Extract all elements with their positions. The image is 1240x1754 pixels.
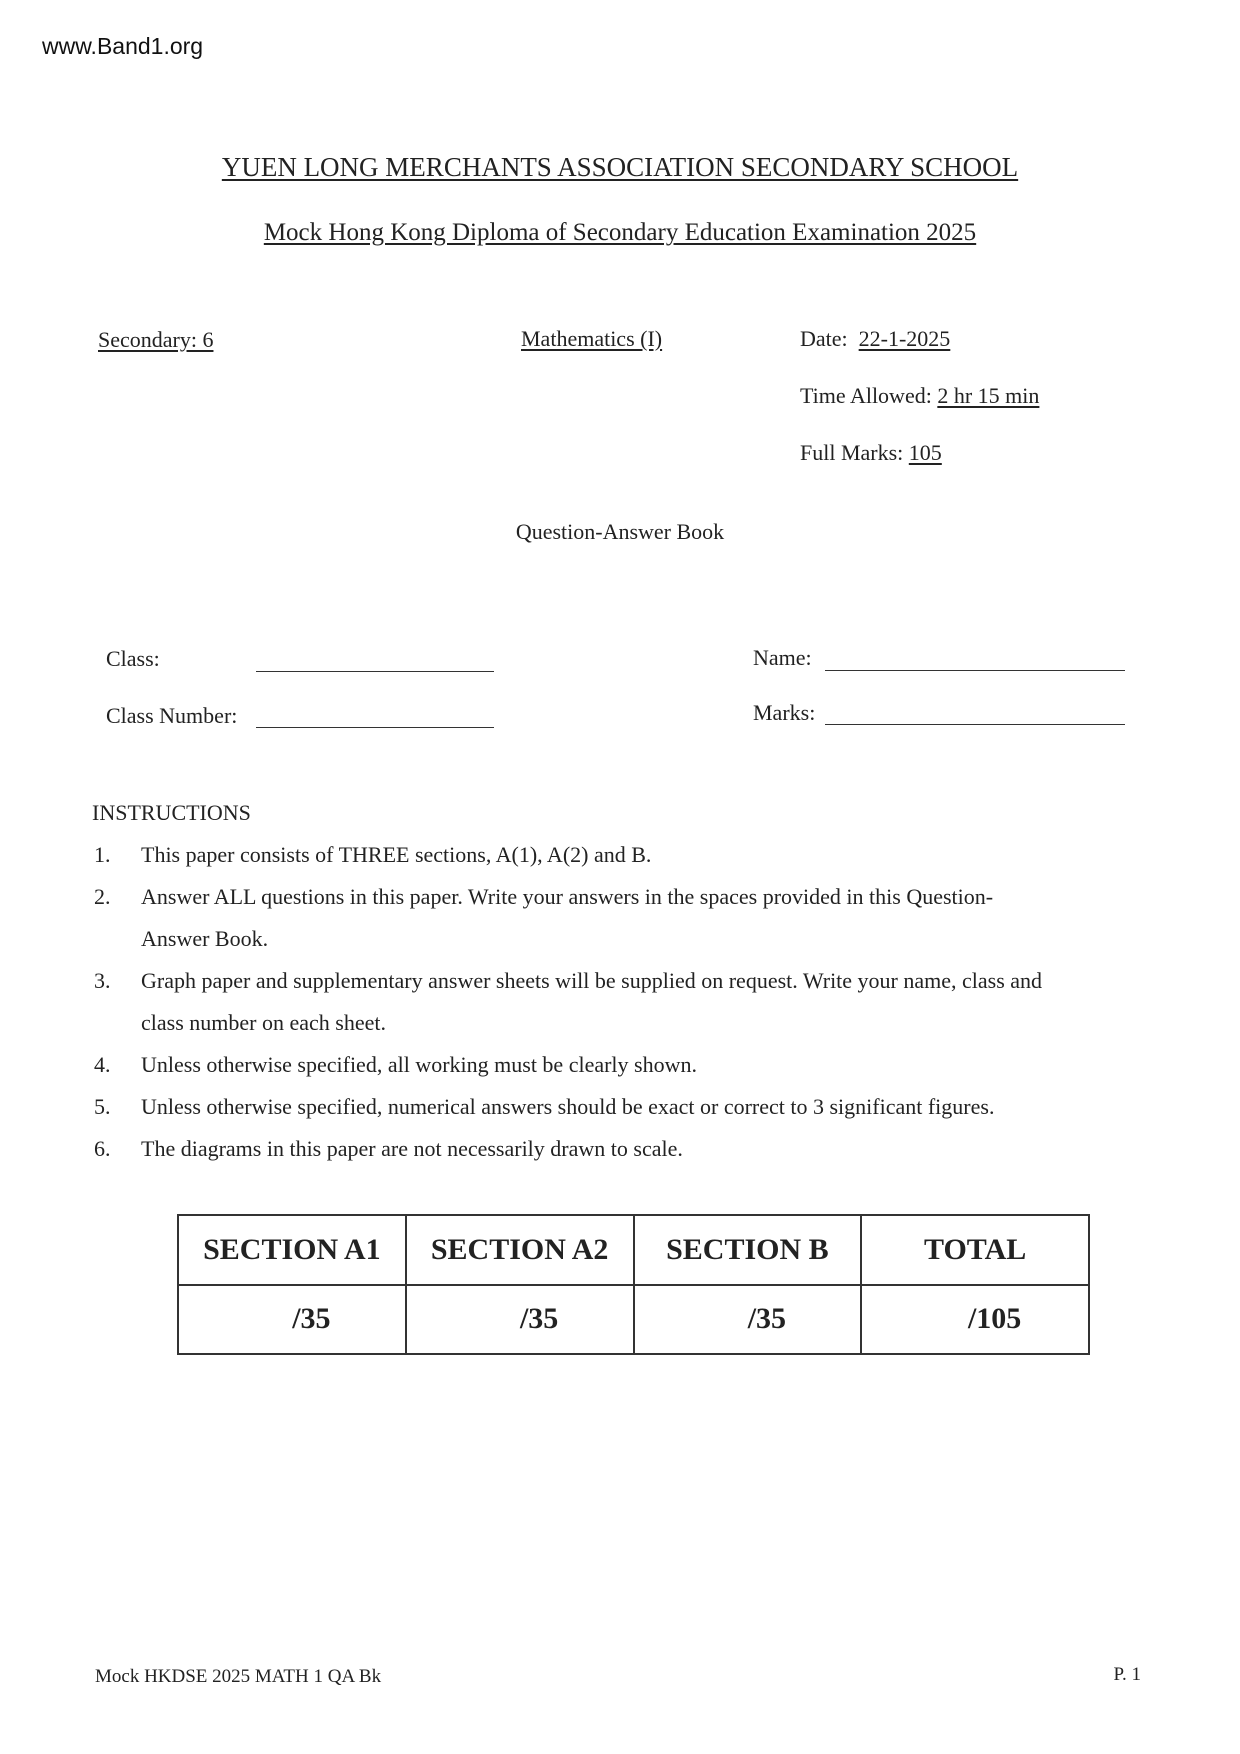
full-marks-value: 105 bbox=[908, 440, 942, 465]
class-field[interactable] bbox=[256, 671, 494, 672]
page-number: P. 1 bbox=[1113, 1664, 1141, 1685]
level: Secondary: 6 bbox=[98, 327, 214, 352]
header-section-b: SECTION B bbox=[634, 1215, 862, 1285]
full-marks-label: Full Marks: bbox=[800, 440, 904, 465]
score-header-row bbox=[178, 1215, 1089, 1285]
marks-row bbox=[800, 442, 942, 464]
instruction-text: This paper consists of THREE sections, A(1), A(2) and B. bbox=[141, 842, 652, 867]
time-label: Time Allowed: bbox=[800, 383, 932, 408]
score-value-row bbox=[178, 1285, 1089, 1355]
class-number-field[interactable] bbox=[256, 727, 494, 728]
instruction-text: The diagrams in this paper are not necessarily drawn to scale. bbox=[141, 1136, 683, 1161]
name-label: Name: bbox=[753, 645, 812, 670]
date-row bbox=[800, 328, 950, 350]
exam-title: Mock Hong Kong Diploma of Secondary Education Examination 2025 bbox=[263, 219, 977, 246]
class-label: Class: bbox=[106, 646, 160, 671]
header-total: TOTAL bbox=[861, 1215, 1089, 1285]
header-section-a1: SECTION A1 bbox=[178, 1215, 406, 1285]
time-row bbox=[800, 385, 1039, 407]
instruction-number: 3. bbox=[94, 968, 111, 993]
instruction-number: 6. bbox=[94, 1136, 111, 1161]
instruction-text: class number on each sheet. bbox=[141, 1010, 386, 1035]
score-section-a2: /35 bbox=[406, 1285, 634, 1355]
book-title: Question-Answer Book bbox=[515, 519, 725, 544]
name-field[interactable] bbox=[825, 670, 1125, 671]
marks-field[interactable] bbox=[825, 724, 1125, 725]
watermark: www.Band1.org bbox=[42, 33, 204, 59]
class-number-label: Class Number: bbox=[106, 703, 238, 728]
instruction-text: Unless otherwise specified, all working must be clearly shown. bbox=[141, 1052, 697, 1077]
score-section-b: /35 bbox=[634, 1285, 862, 1355]
date-label: Date: bbox=[800, 326, 848, 351]
instructions-heading: INSTRUCTIONS bbox=[92, 800, 251, 825]
footer-left: Mock HKDSE 2025 MATH 1 QA Bk bbox=[95, 1666, 382, 1687]
instruction-number: 2. bbox=[94, 884, 111, 909]
school-name: YUEN LONG MERCHANTS ASSOCIATION SECONDARY SCHOOL bbox=[221, 152, 1019, 182]
subject: Mathematics (I) bbox=[521, 326, 663, 351]
header-section-a2: SECTION A2 bbox=[406, 1215, 634, 1285]
date-value: 22-1-2025 bbox=[858, 326, 951, 351]
instruction-text: Graph paper and supplementary answer sheets will be supplied on request. Write your name, class and bbox=[141, 968, 1043, 993]
instruction-number: 5. bbox=[94, 1094, 111, 1119]
marks-label: Marks: bbox=[753, 700, 816, 725]
instruction-text: Unless otherwise specified, numerical answers should be exact or correct to 3 significant figures. bbox=[141, 1094, 995, 1119]
score-total: /105 bbox=[861, 1285, 1089, 1355]
score-section-a1: /35 bbox=[178, 1285, 406, 1355]
instruction-number: 4. bbox=[94, 1052, 111, 1077]
instruction-text: Answer Book. bbox=[141, 926, 269, 951]
score-table bbox=[177, 1214, 1090, 1355]
time-value: 2 hr 15 min bbox=[937, 383, 1040, 408]
instruction-number: 1. bbox=[94, 842, 111, 867]
instruction-text: Answer ALL questions in this paper. Write your answers in the spaces provided in this Question- bbox=[141, 884, 994, 909]
